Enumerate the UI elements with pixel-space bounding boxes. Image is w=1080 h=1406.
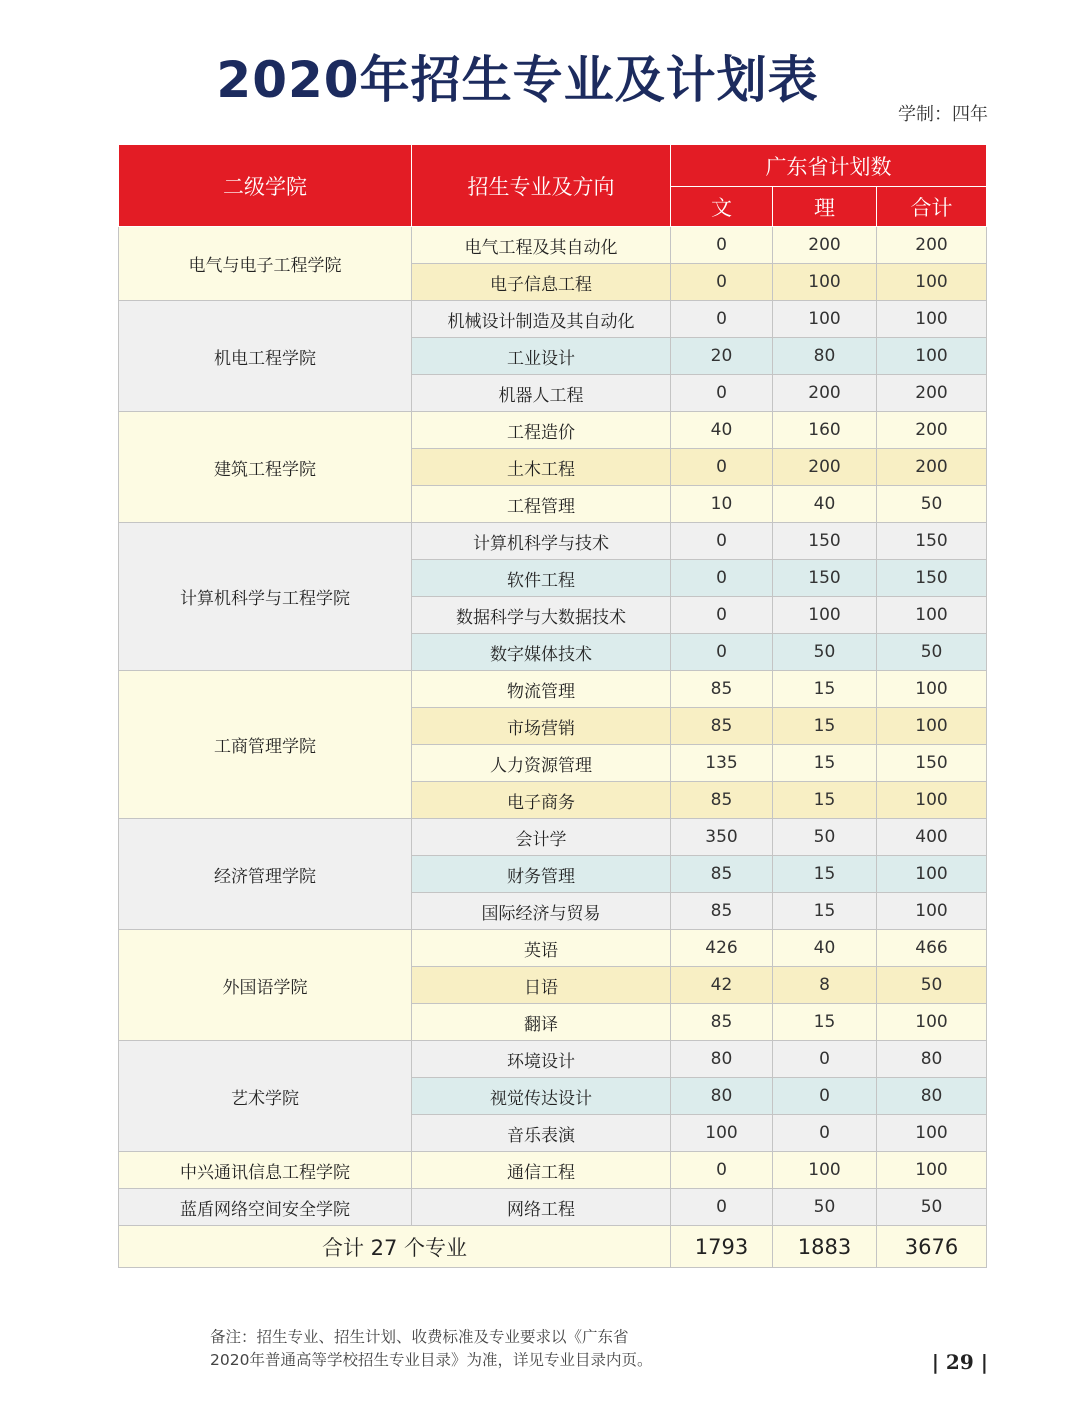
major-name: 工程造价 bbox=[412, 412, 671, 449]
total-count: 50 bbox=[877, 967, 987, 1004]
li-count: 200 bbox=[773, 449, 877, 486]
wen-count: 350 bbox=[671, 819, 773, 856]
wen-count: 426 bbox=[671, 930, 773, 967]
major-name: 人力资源管理 bbox=[412, 745, 671, 782]
wen-count: 0 bbox=[671, 375, 773, 412]
li-count: 15 bbox=[773, 671, 877, 708]
footnote bbox=[210, 1326, 652, 1372]
li-count: 150 bbox=[773, 560, 877, 597]
page-title: 2020年招生专业及计划表 bbox=[216, 51, 819, 109]
summary-li: 1883 bbox=[773, 1226, 877, 1268]
li-count: 40 bbox=[773, 930, 877, 967]
major-name: 物流管理 bbox=[412, 671, 671, 708]
total-count: 100 bbox=[877, 264, 987, 301]
total-count: 100 bbox=[877, 338, 987, 375]
li-count: 50 bbox=[773, 634, 877, 671]
major-name: 日语 bbox=[412, 967, 671, 1004]
enrollment-plan-table bbox=[118, 144, 987, 1268]
summary-label: 合计 27 个专业 bbox=[119, 1226, 671, 1268]
summary-total: 3676 bbox=[877, 1226, 987, 1268]
li-count: 150 bbox=[773, 523, 877, 560]
li-count: 15 bbox=[773, 782, 877, 819]
total-count: 200 bbox=[877, 449, 987, 486]
wen-count: 0 bbox=[671, 301, 773, 338]
college-name: 经济管理学院 bbox=[119, 819, 412, 930]
table-row bbox=[119, 819, 987, 856]
major-name: 工业设计 bbox=[412, 338, 671, 375]
college-name: 蓝盾网络空间安全学院 bbox=[119, 1189, 412, 1226]
major-name: 视觉传达设计 bbox=[412, 1078, 671, 1115]
total-count: 200 bbox=[877, 412, 987, 449]
college-name: 外国语学院 bbox=[119, 930, 412, 1041]
wen-count: 0 bbox=[671, 634, 773, 671]
table-row bbox=[119, 301, 987, 338]
wen-count: 85 bbox=[671, 671, 773, 708]
li-count: 100 bbox=[773, 597, 877, 634]
total-count: 80 bbox=[877, 1078, 987, 1115]
major-name: 国际经济与贸易 bbox=[412, 893, 671, 930]
major-name: 数字媒体技术 bbox=[412, 634, 671, 671]
wen-count: 0 bbox=[671, 560, 773, 597]
table-body bbox=[119, 227, 987, 1226]
total-count: 400 bbox=[877, 819, 987, 856]
li-count: 100 bbox=[773, 301, 877, 338]
major-name: 英语 bbox=[412, 930, 671, 967]
major-name: 财务管理 bbox=[412, 856, 671, 893]
total-count: 80 bbox=[877, 1041, 987, 1078]
major-name: 市场营销 bbox=[412, 708, 671, 745]
wen-count: 0 bbox=[671, 227, 773, 264]
total-count: 100 bbox=[877, 893, 987, 930]
major-name: 软件工程 bbox=[412, 560, 671, 597]
wen-count: 42 bbox=[671, 967, 773, 1004]
total-count: 100 bbox=[877, 597, 987, 634]
wen-count: 0 bbox=[671, 597, 773, 634]
wen-count: 0 bbox=[671, 449, 773, 486]
li-count: 80 bbox=[773, 338, 877, 375]
li-count: 8 bbox=[773, 967, 877, 1004]
summary-wen: 1793 bbox=[671, 1226, 773, 1268]
li-count: 15 bbox=[773, 893, 877, 930]
li-count: 0 bbox=[773, 1078, 877, 1115]
li-count: 0 bbox=[773, 1041, 877, 1078]
total-count: 200 bbox=[877, 227, 987, 264]
college-name: 艺术学院 bbox=[119, 1041, 412, 1152]
wen-count: 135 bbox=[671, 745, 773, 782]
total-count: 200 bbox=[877, 375, 987, 412]
table-row bbox=[119, 1041, 987, 1078]
total-count: 100 bbox=[877, 671, 987, 708]
table-row bbox=[119, 523, 987, 560]
wen-count: 80 bbox=[671, 1078, 773, 1115]
total-count: 100 bbox=[877, 856, 987, 893]
total-count: 50 bbox=[877, 486, 987, 523]
major-name: 电气工程及其自动化 bbox=[412, 227, 671, 264]
wen-count: 85 bbox=[671, 782, 773, 819]
major-name: 机器人工程 bbox=[412, 375, 671, 412]
li-count: 15 bbox=[773, 745, 877, 782]
table-row bbox=[119, 412, 987, 449]
wen-count: 100 bbox=[671, 1115, 773, 1152]
header-li: 理 bbox=[773, 187, 877, 227]
total-count: 100 bbox=[877, 1115, 987, 1152]
major-name: 计算机科学与技术 bbox=[412, 523, 671, 560]
major-name: 机械设计制造及其自动化 bbox=[412, 301, 671, 338]
major-name: 土木工程 bbox=[412, 449, 671, 486]
college-name: 电气与电子工程学院 bbox=[119, 227, 412, 301]
college-name: 计算机科学与工程学院 bbox=[119, 523, 412, 671]
li-count: 0 bbox=[773, 1115, 877, 1152]
wen-count: 40 bbox=[671, 412, 773, 449]
table-row bbox=[119, 227, 987, 264]
wen-count: 0 bbox=[671, 523, 773, 560]
footnote-line-2: 2020年普通高等学校招生专业目录》为准，详见专业目录内页。 bbox=[210, 1351, 653, 1369]
summary-row bbox=[119, 1226, 987, 1268]
major-name: 电子信息工程 bbox=[412, 264, 671, 301]
li-count: 15 bbox=[773, 708, 877, 745]
table-row bbox=[119, 1189, 987, 1226]
li-count: 50 bbox=[773, 819, 877, 856]
total-count: 100 bbox=[877, 782, 987, 819]
major-name: 网络工程 bbox=[412, 1189, 671, 1226]
wen-count: 85 bbox=[671, 1004, 773, 1041]
major-name: 通信工程 bbox=[412, 1152, 671, 1189]
li-count: 40 bbox=[773, 486, 877, 523]
footnote-line-1: 备注：招生专业、招生计划、收费标准及专业要求以《广东省 bbox=[210, 1328, 629, 1346]
page-number: | 29 | bbox=[931, 1350, 988, 1374]
total-count: 100 bbox=[877, 1152, 987, 1189]
table-row bbox=[119, 1152, 987, 1189]
header-wen: 文 bbox=[671, 187, 773, 227]
wen-count: 0 bbox=[671, 1189, 773, 1226]
wen-count: 0 bbox=[671, 1152, 773, 1189]
li-count: 100 bbox=[773, 1152, 877, 1189]
li-count: 15 bbox=[773, 856, 877, 893]
header-major: 招生专业及方向 bbox=[412, 145, 671, 227]
total-count: 100 bbox=[877, 1004, 987, 1041]
wen-count: 80 bbox=[671, 1041, 773, 1078]
header-total: 合计 bbox=[877, 187, 987, 227]
li-count: 15 bbox=[773, 1004, 877, 1041]
total-count: 466 bbox=[877, 930, 987, 967]
header-college: 二级学院 bbox=[119, 145, 412, 227]
total-count: 50 bbox=[877, 634, 987, 671]
major-name: 会计学 bbox=[412, 819, 671, 856]
total-count: 150 bbox=[877, 560, 987, 597]
li-count: 50 bbox=[773, 1189, 877, 1226]
college-name: 中兴通讯信息工程学院 bbox=[119, 1152, 412, 1189]
header-plan: 广东省计划数 bbox=[671, 145, 987, 187]
wen-count: 85 bbox=[671, 708, 773, 745]
study-duration-note: 学制：四年 bbox=[898, 104, 988, 125]
major-name: 工程管理 bbox=[412, 486, 671, 523]
wen-count: 0 bbox=[671, 264, 773, 301]
li-count: 100 bbox=[773, 264, 877, 301]
college-name: 工商管理学院 bbox=[119, 671, 412, 819]
wen-count: 85 bbox=[671, 893, 773, 930]
major-name: 音乐表演 bbox=[412, 1115, 671, 1152]
li-count: 160 bbox=[773, 412, 877, 449]
total-count: 150 bbox=[877, 523, 987, 560]
total-count: 100 bbox=[877, 301, 987, 338]
wen-count: 20 bbox=[671, 338, 773, 375]
total-count: 100 bbox=[877, 708, 987, 745]
li-count: 200 bbox=[773, 375, 877, 412]
total-count: 150 bbox=[877, 745, 987, 782]
table-row bbox=[119, 671, 987, 708]
wen-count: 85 bbox=[671, 856, 773, 893]
college-name: 建筑工程学院 bbox=[119, 412, 412, 523]
college-name: 机电工程学院 bbox=[119, 301, 412, 412]
major-name: 翻译 bbox=[412, 1004, 671, 1041]
table-row bbox=[119, 930, 987, 967]
wen-count: 10 bbox=[671, 486, 773, 523]
major-name: 环境设计 bbox=[412, 1041, 671, 1078]
li-count: 200 bbox=[773, 227, 877, 264]
total-count: 50 bbox=[877, 1189, 987, 1226]
major-name: 电子商务 bbox=[412, 782, 671, 819]
major-name: 数据科学与大数据技术 bbox=[412, 597, 671, 634]
